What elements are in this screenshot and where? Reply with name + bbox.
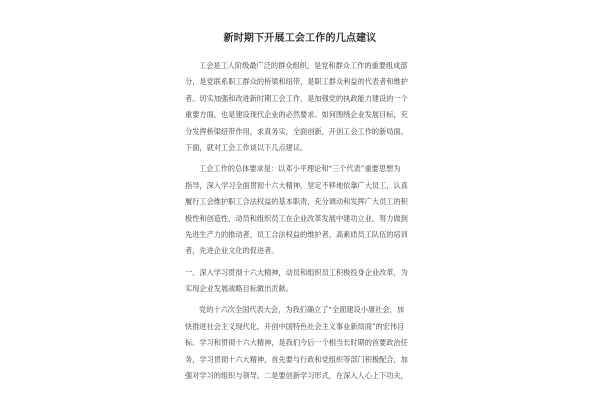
paragraph-line: 务，学习贯彻十六大精神，首先要与行政和党组织等部门积极配合，加 bbox=[185, 354, 408, 364]
paragraph-line: 极性和创造性，动员和组织员工在企业改革发展中建功立业。努力做到 bbox=[185, 213, 408, 223]
paragraph-2 bbox=[185, 161, 417, 259]
paragraph-line: 指导，深入学习全面贯彻十六大精神，坚定不移地依靠广大员工，认真 bbox=[185, 180, 408, 190]
paragraph-line: 者。切实加强和改进新时期工会工作，是加强党的执政能力建设的一个 bbox=[185, 93, 408, 103]
document-body bbox=[185, 58, 417, 384]
paragraph-line: 者，先进企业文化的促进者。 bbox=[185, 246, 279, 256]
paragraph-line: 重要方面，也是建设现代企业的必然要求。如何围绕企业发展目标，充 bbox=[185, 110, 408, 120]
paragraph-1 bbox=[185, 58, 417, 156]
section-heading-line: 一、深入学习贯彻十六大精神，动员和组织员工积极投身企业改革，为 bbox=[185, 267, 408, 277]
paragraph-line: 先进生产力的推动者，员工合法权益的维护者，高素质员工队伍的培训 bbox=[185, 229, 408, 239]
paragraph-line: 分，是党联系职工群众的桥梁和纽带，是职工群众利益的代表者和维护 bbox=[185, 77, 408, 87]
paragraph-line: 党的十六次全国代表大会，为我们确立了“全面建设小康社会，加 bbox=[199, 305, 404, 315]
paragraph-line: 工会是工人阶级最广泛的群众组织，是党和群众工作的重要组成部 bbox=[199, 61, 408, 70]
paragraph-line: 下面，就对工会工作谈以下几点建议。 bbox=[185, 142, 308, 152]
paragraph-line: 强对学习的组织与领导。二是要创新学习形式，在深入人心上下功夫， bbox=[185, 371, 408, 381]
section-heading-line: 实现企业发展战略目标做出贡献。 bbox=[185, 284, 293, 294]
paragraph-line: 标。学习和贯彻十六大精神，是我们今后一个相当长时期的首要政治任 bbox=[185, 338, 408, 348]
document-title: 新时期下开展工会工作的几点建议 bbox=[223, 33, 377, 44]
paragraph-3 bbox=[185, 302, 417, 384]
paragraph-line: 快推进社会主义现代化，开创中国特色社会主义事业新局面”的宏伟目 bbox=[185, 321, 405, 331]
paragraph-line: 履行工会维护职工合法权益的基本职责，充分调动和发挥广大员工的积 bbox=[185, 197, 408, 207]
paragraph-line: 工会工作的总体要求是：以邓小平理论和“三个代表”重要思想为 bbox=[199, 164, 401, 174]
section-heading-1 bbox=[185, 265, 417, 298]
paragraph-line: 分发挥桥梁纽带作用，求真务实，全面创新，开创工会工作的新局面。 bbox=[185, 126, 408, 136]
